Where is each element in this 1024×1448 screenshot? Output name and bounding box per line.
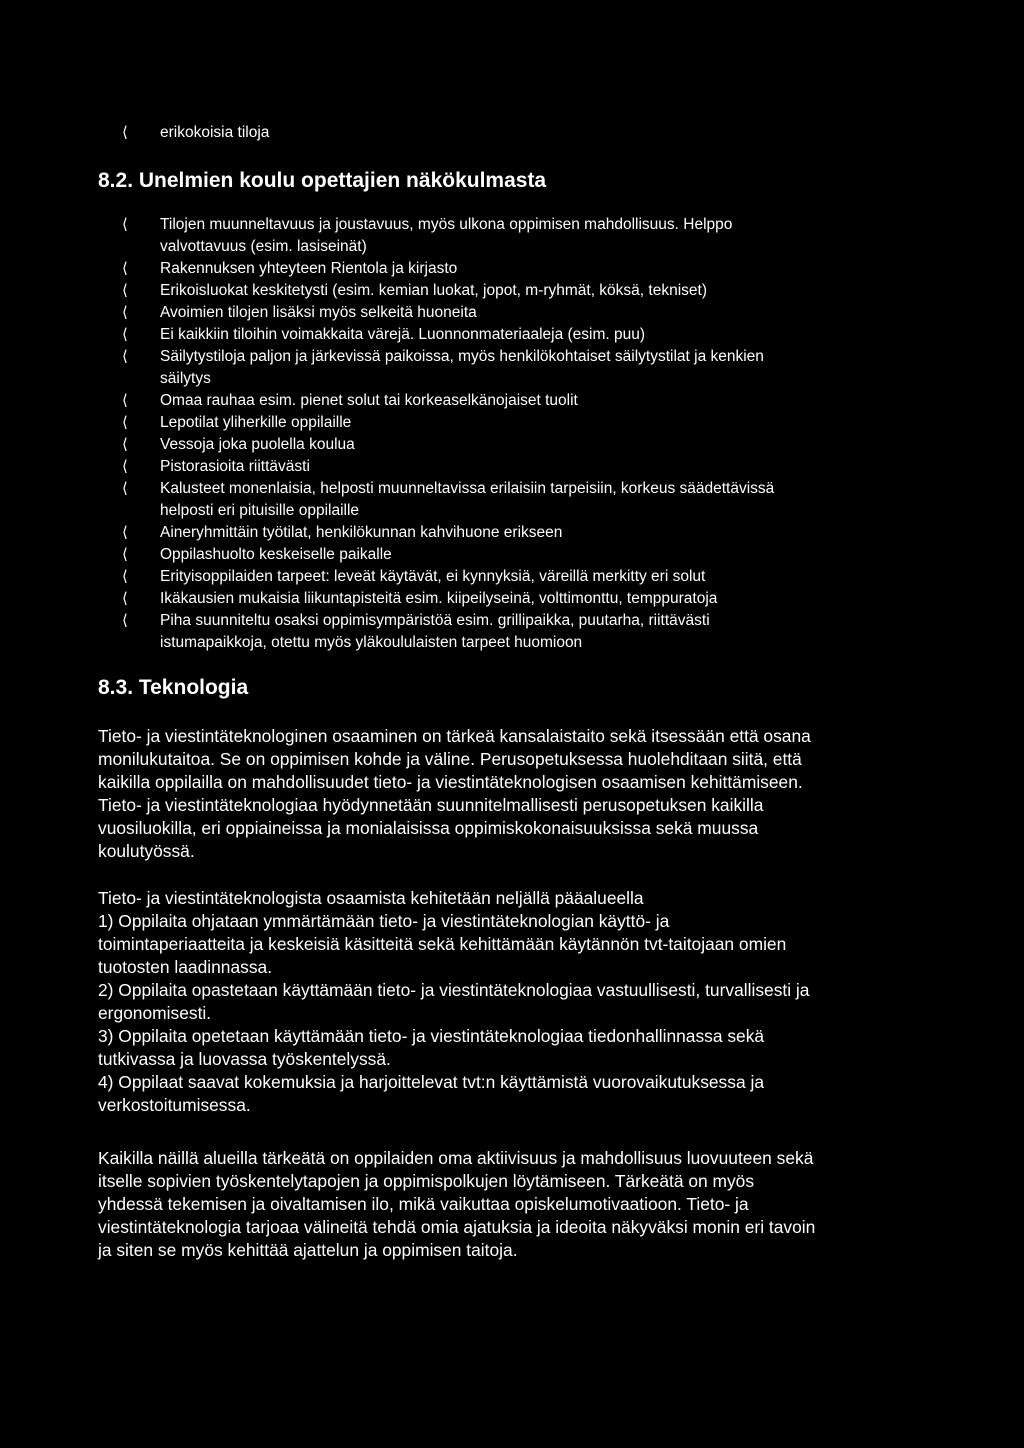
bullet-marker-icon: ⟨ <box>122 326 128 343</box>
section-8-2-heading: 8.2. Unelmien koulu opettajien näkökulmasta <box>98 169 547 192</box>
bullet-marker-icon: ⟨ <box>122 458 128 475</box>
paragraph-line: Kaikilla näillä alueilla tärkeätä on oppilaiden oma aktiivisuus ja mahdollisuus luovuuteen sekä <box>98 1148 814 1168</box>
paragraph-line: koulutyössä. <box>98 841 195 861</box>
bullet-marker-icon: ⟨ <box>122 590 128 607</box>
list-item <box>122 122 942 144</box>
section-8-3-heading: 8.3. Teknologia <box>98 676 249 699</box>
bullet-marker-icon: ⟨ <box>122 304 128 321</box>
section-8-3-paragraph-1 <box>98 725 928 863</box>
list-item-text: Avoimien tilojen lisäksi myös selkeitä huoneita <box>160 304 477 321</box>
list-item-text: erikokoisia tiloja <box>160 124 270 141</box>
bullet-marker-icon: ⟨ <box>122 480 128 497</box>
bullet-marker-icon: ⟨ <box>122 282 128 299</box>
paragraph-line: Tieto- ja viestintäteknologiaa hyödynnetään suunnitelmallisesti perusopetuksen kaikilla <box>98 795 764 815</box>
list-item-text: Pistorasioita riittävästi <box>160 458 310 475</box>
list-item <box>122 456 942 478</box>
list-item-text: Piha suunniteltu osaksi oppimisympäristöä esim. grillipaikka, puutarha, riittävästi <box>160 612 710 629</box>
paragraph-line: vuosiluokilla, eri oppiaineissa ja monialaisissa oppimiskokonaisuuksissa sekä muussa <box>98 818 759 838</box>
paragraph-line: 2) Oppilaita opastetaan käyttämään tieto- ja viestintäteknologiaa vastuullisesti, turvallisesti ja <box>98 980 810 1000</box>
section-8-2-bullet-list <box>122 214 942 654</box>
list-item-text: istumapaikkoja, otettu myös yläkoululaisten tarpeet huomioon <box>160 634 583 651</box>
list-item-text: helposti eri pituisille oppilaille <box>160 502 360 519</box>
paragraph-line: itselle sopivien työskentelytapojen ja oppimispolkujen löytämiseen. Tärkeätä on myös <box>98 1171 755 1191</box>
bullet-marker-icon: ⟨ <box>122 216 128 233</box>
list-item-text: valvottavuus (esim. lasiseinät) <box>160 238 367 255</box>
list-item <box>122 412 942 434</box>
paragraph-line: verkostoitumisessa. <box>98 1095 251 1115</box>
top-bullet-list <box>122 122 942 144</box>
list-item <box>122 610 942 654</box>
list-item-text: Vessoja joka puolella koulua <box>160 436 355 453</box>
bullet-marker-icon: ⟨ <box>122 348 128 365</box>
list-item <box>122 522 942 544</box>
list-item <box>122 258 942 280</box>
paragraph-line: kaikilla oppilailla on mahdollisuudet tieto- ja viestintäteknologisen osaamisen kehittämiseen. <box>98 772 803 792</box>
paragraph-line: viestintäteknologia tarjoaa välineitä tehdä omia ajatuksia ja ideoita näkyväksi monin eri tavoin <box>98 1217 816 1237</box>
section-8-3-paragraph-3 <box>98 1147 928 1262</box>
list-item-text: Lepotilat yliherkille oppilaille <box>160 414 352 431</box>
paragraph-line: ergonomisesti. <box>98 1003 212 1023</box>
list-item-text: Kalusteet monenlaisia, helposti muunneltavissa erilaisiin tarpeisiin, korkeus säädettävissä <box>160 480 775 497</box>
bullet-marker-icon: ⟨ <box>122 414 128 431</box>
list-item-text: Erikoisluokat keskitetysti (esim. kemian luokat, jopot, m-ryhmät, köksä, tekniset) <box>160 282 707 299</box>
list-item <box>122 302 942 324</box>
paragraph-line: 4) Oppilaat saavat kokemuksia ja harjoittelevat tvt:n käyttämistä vuorovaikutuksessa ja <box>98 1072 764 1092</box>
list-item-text: Ikäkausien mukaisia liikuntapisteitä esim. kiipeilyseinä, volttimonttu, temppuratoja <box>160 590 718 607</box>
bullet-marker-icon: ⟨ <box>122 546 128 563</box>
section-8-3-paragraph-2 <box>98 887 928 1117</box>
paragraph-line: yhdessä tekemisen ja oivaltamisen ilo, mikä vaikuttaa opiskelumotivaatioon. Tieto- ja <box>98 1194 749 1214</box>
list-item <box>122 588 942 610</box>
list-item-text: säilytys <box>160 370 211 387</box>
list-item <box>122 544 942 566</box>
list-item <box>122 390 942 412</box>
paragraph-line: Tieto- ja viestintäteknologista osaamista kehitetään neljällä pääalueella <box>98 888 644 908</box>
list-item <box>122 346 942 390</box>
list-item-text: Rakennuksen yhteyteen Rientola ja kirjasto <box>160 260 458 277</box>
paragraph-line: toimintaperiaatteita ja keskeisiä käsitteitä sekä kehittämään käytännön tvt-taitojaan omien <box>98 934 787 954</box>
bullet-marker-icon: ⟨ <box>122 260 128 277</box>
paragraph-line: 1) Oppilaita ohjataan ymmärtämään tieto- ja viestintäteknologian käyttö- ja <box>98 911 670 931</box>
bullet-marker-icon: ⟨ <box>122 568 128 585</box>
paragraph-line: Tieto- ja viestintäteknologinen osaaminen on tärkeä kansalaistaito sekä itsessään että osana <box>98 726 811 746</box>
paragraph-line: tuotosten laadinnassa. <box>98 957 273 977</box>
bullet-marker-icon: ⟨ <box>122 612 128 629</box>
list-item <box>122 434 942 456</box>
bullet-marker-icon: ⟨ <box>122 124 128 141</box>
list-item-text: Aineryhmittäin työtilat, henkilökunnan kahvihuone erikseen <box>160 524 563 541</box>
bullet-marker-icon: ⟨ <box>122 392 128 409</box>
list-item-text: Ei kaikkiin tiloihin voimakkaita värejä. Luonnonmateriaaleja (esim. puu) <box>160 326 646 343</box>
list-item-text: Oppilashuolto keskeiselle paikalle <box>160 546 392 563</box>
list-item <box>122 478 942 522</box>
paragraph-line: ja siten se myös kehittää ajattelun ja oppimisen taitoja. <box>98 1240 518 1260</box>
list-item <box>122 324 942 346</box>
list-item-text: Erityisoppilaiden tarpeet: leveät käytävät, ei kynnyksiä, väreillä merkitty eri solut <box>160 568 706 585</box>
list-item-text: Omaa rauhaa esim. pienet solut tai korkeaselkänojaiset tuolit <box>160 392 578 409</box>
list-item <box>122 214 942 258</box>
paragraph-line: 3) Oppilaita opetetaan käyttämään tieto- ja viestintäteknologiaa tiedonhallinnassa sekä <box>98 1026 765 1046</box>
list-item-text: Tilojen muunneltavuus ja joustavuus, myös ulkona oppimisen mahdollisuus. Helppo <box>160 216 733 233</box>
bullet-marker-icon: ⟨ <box>122 524 128 541</box>
list-item-text: Säilytystiloja paljon ja järkevissä paikoissa, myös henkilökohtaiset säilytystilat ja kenkien <box>160 348 764 365</box>
bullet-marker-icon: ⟨ <box>122 436 128 453</box>
list-item <box>122 280 942 302</box>
paragraph-line: tutkivassa ja luovassa työskentelyssä. <box>98 1049 391 1069</box>
paragraph-line: monilukutaitoa. Se on oppimisen kohde ja väline. Perusopetuksessa huolehditaan siitä, että <box>98 749 802 769</box>
list-item <box>122 566 942 588</box>
